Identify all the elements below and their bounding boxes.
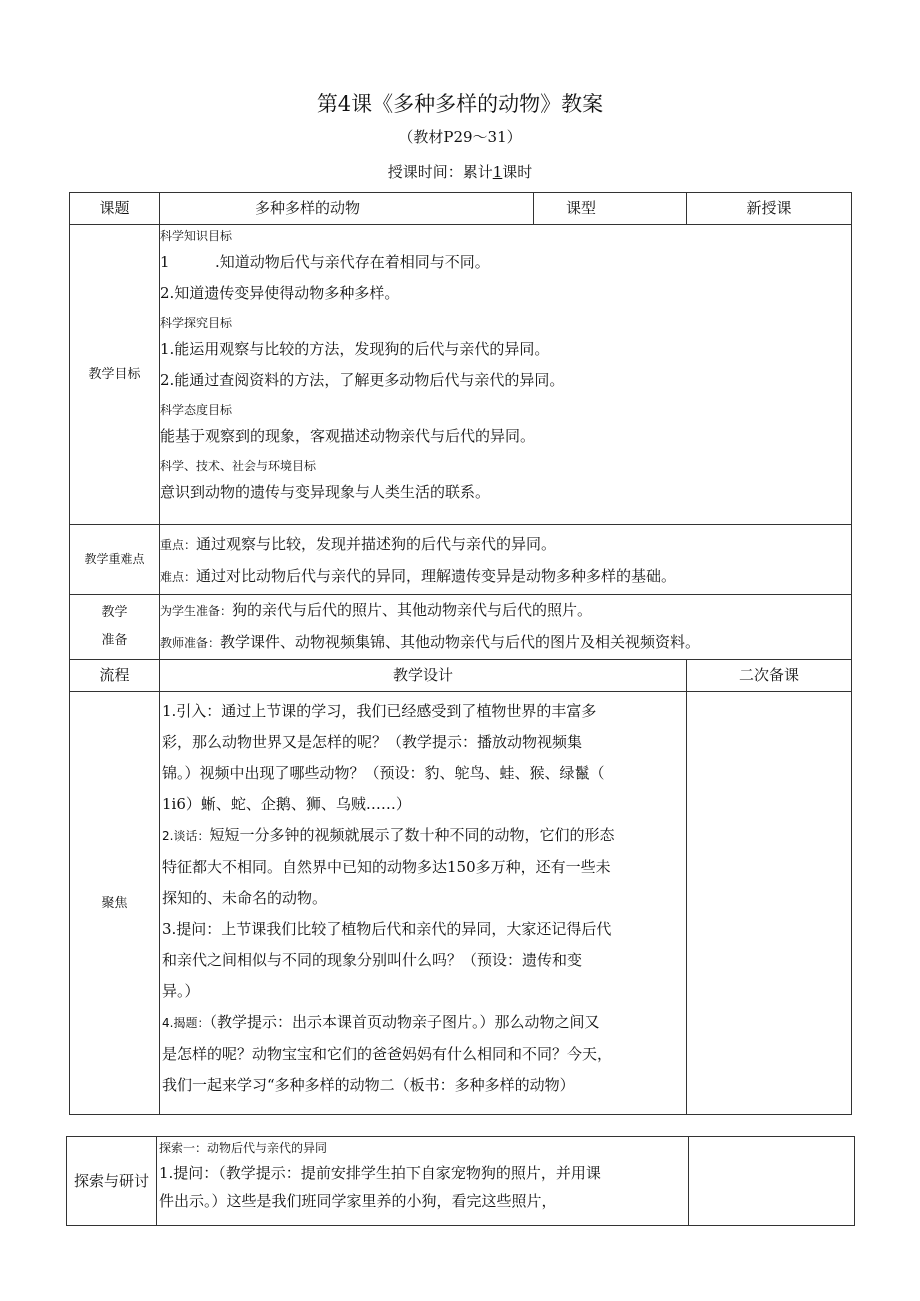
- knowledge-goal-1: [160, 247, 851, 278]
- focus-line: 1.引入：通过上节课的学习，我们已经感受到了植物世界的丰富多: [162, 702, 597, 720]
- inquiry-goal-1: 1.能运用观察与比较的方法，发现狗的后代与亲代的异同。: [160, 340, 550, 358]
- difficulty-text: 通过对比动物后代与亲代的异同，理解遗传变异是动物多种多样的基础。: [196, 567, 677, 585]
- keypoints-label: 教学重难点: [70, 525, 160, 595]
- student-prep-text: 狗的亲代与后代的照片、其他动物亲代与后代的照片。: [232, 601, 593, 619]
- lesson-time-prefix: 授课时间：累计: [387, 163, 493, 181]
- attitude-goal-title: 科学态度目标: [160, 403, 233, 417]
- focus-line: 彩，那么动物世界又是怎样的呢？（教学提示：播放动物视频集: [162, 733, 583, 751]
- lesson-plan-table: [69, 192, 852, 1115]
- prep-label-line-1: 教学: [101, 605, 128, 620]
- reveal-label: 4.揭题：: [162, 1016, 210, 1030]
- student-prep-label: 为学生准备：: [160, 604, 233, 618]
- focus-content: [160, 692, 687, 1115]
- lesson-time-suffix: 课时: [502, 163, 533, 181]
- difficulty-label: 难点：: [160, 570, 197, 584]
- explore-one-title: 探索一：动物后代与亲代的异同: [159, 1141, 328, 1155]
- process-header: 流程: [70, 660, 160, 692]
- inquiry-goal-2: 2.能通过查阅资料的方法，了解更多动物后代与亲代的异同。: [160, 371, 565, 389]
- explore-line: 1.提问：（教学提示：提前安排学生拍下自家宠物狗的照片，并用课: [159, 1164, 601, 1182]
- explore-second-prep: [689, 1137, 855, 1226]
- lesson-time-count: 1: [492, 163, 503, 181]
- topic-label: 课题: [70, 193, 160, 225]
- focus-line: 特征都大不相同。自然界中已知的动物多达150多万种，还有一些未: [162, 858, 611, 876]
- prep-label-line-2: 准备: [101, 633, 128, 648]
- focus-second-prep: [687, 692, 852, 1115]
- textbook-pages: （教材P29～31）: [398, 128, 522, 146]
- key-point-label: 重点：: [160, 538, 197, 552]
- knowledge-goal-2: 2.知道遗传变异使得动物多种多样。: [160, 284, 400, 302]
- lesson-type-label: 课型: [534, 193, 687, 225]
- stse-goal-title: 科学、技术、社会与环境目标: [160, 459, 317, 473]
- focus-line: [162, 820, 686, 852]
- focus-line: 3.提问：上节课我们比较了植物后代和亲代的异同，大家还记得后代: [162, 920, 612, 938]
- goals-label: 教学目标: [70, 225, 160, 525]
- goals-cell: [160, 225, 852, 525]
- stse-goal-1: 意识到动物的遗传与变异现象与人类生活的联系。: [160, 483, 491, 501]
- talk-text: 短短一分多钟的视频就展示了数十种不同的动物，它们的形态: [209, 826, 615, 844]
- focus-line: 我们一起来学习“多种多样的动物二（板书：多种多样的动物）: [162, 1076, 575, 1094]
- reveal-text: （教学提示：出示本课首页动物亲子图片。）那么动物之间又: [209, 1013, 600, 1031]
- talk-label: 2.谈话：: [162, 829, 210, 843]
- explore-label: 探索与研讨: [67, 1137, 157, 1226]
- explore-line: 件出示。）这些是我们班同学家里养的小狗，看完这些照片，: [159, 1192, 557, 1210]
- lesson-time: [0, 161, 920, 182]
- knowledge-goal-title: 科学知识目标: [160, 229, 233, 243]
- attitude-goal-1: 能基于观察到的现象，客观描述动物亲代与后代的异同。: [160, 427, 536, 445]
- teacher-prep-text: 教学课件、动物视频集锦、其他动物亲代与后代的图片及相关视频资料。: [220, 633, 701, 651]
- lesson-plan-table-continued: [66, 1136, 855, 1226]
- design-header: 教学设计: [160, 660, 687, 692]
- focus-line: 1i6）蜥、蛇、企鹅、狮、乌贼……）: [162, 795, 411, 813]
- focus-line: 和亲代之间相似与不同的现象分别叫什么吗？（预设：遗传和变: [162, 951, 583, 969]
- second-prep-header: 二次备课: [687, 660, 852, 692]
- focus-line: 是怎样的呢？动物宝宝和它们的爸爸妈妈有什么相同和不同？今天，: [162, 1045, 613, 1063]
- topic-value: 多种多样的动物: [160, 193, 534, 225]
- page-title: 第4课《多种多样的动物》教案: [316, 92, 604, 116]
- focus-line: 锦。）视频中出现了哪些动物？（预设：豹、鸵鸟、蛙、猴、绿鬣（: [162, 764, 605, 782]
- keypoints-cell: [160, 525, 852, 595]
- prep-cell: [160, 595, 852, 660]
- teacher-prep-label: 教师准备：: [160, 636, 221, 650]
- focus-line: [162, 1007, 686, 1039]
- focus-line: 异。）: [162, 982, 200, 1000]
- knowledge-goal-1-text: .知道动物后代与亲代存在着相同与不同。: [215, 253, 490, 271]
- focus-label: 聚焦: [70, 692, 160, 1115]
- explore-content: [157, 1137, 689, 1226]
- lesson-type-value: 新授课: [687, 193, 852, 225]
- focus-line: 探知的、未命名的动物。: [162, 889, 328, 907]
- inquiry-goal-title: 科学探究目标: [160, 316, 233, 330]
- key-point-text: 通过观察与比较，发现并描述狗的后代与亲代的异同。: [196, 535, 557, 553]
- prep-label: [70, 595, 160, 660]
- knowledge-goal-1-number: 1: [160, 253, 170, 271]
